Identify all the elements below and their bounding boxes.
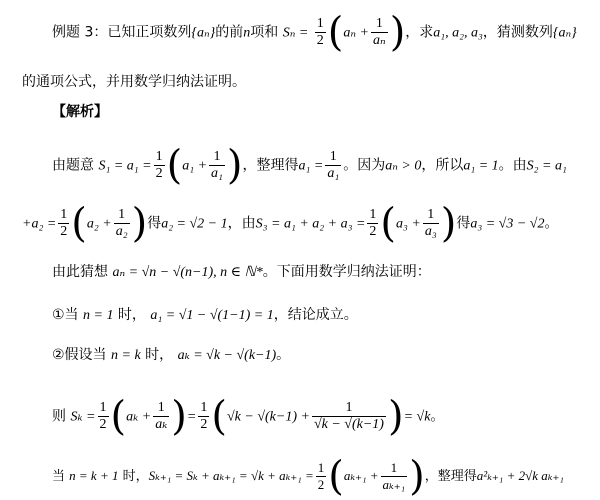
fraction	[325, 149, 341, 182]
text-fragment: ，所以	[421, 157, 464, 174]
fraction-half	[315, 16, 326, 49]
analysis-heading: 【解析】	[52, 104, 108, 120]
denominator: 2	[200, 417, 208, 432]
text-fragment: 得	[456, 215, 471, 232]
text-fragment: ，由	[227, 215, 256, 232]
math-term: aₙ +	[343, 25, 369, 41]
math-term: aₖ +	[126, 409, 152, 425]
numerator: 1	[60, 207, 68, 222]
math-term: a₃ = √3 − √2	[470, 216, 545, 232]
text-fragment: ，猜测数列	[482, 24, 553, 41]
fraction	[381, 460, 408, 493]
math-term: a₁ = 1	[463, 158, 499, 174]
math-term: a₁ = √1 − √(1−1) = 1	[150, 308, 274, 323]
numerator: 1	[213, 149, 221, 164]
math-term: a₁ =	[298, 158, 324, 174]
numerator: 1	[427, 207, 435, 222]
text-fragment: 项和	[250, 24, 279, 41]
numerator: 1	[157, 400, 165, 415]
text-fragment: ②假设当	[52, 347, 107, 363]
fraction	[316, 460, 327, 493]
text-fragment: 时，	[122, 469, 149, 484]
math-term: n = k	[111, 348, 141, 363]
math-term: a₂ = √2 − 1	[161, 216, 228, 232]
denominator: 2	[369, 224, 377, 239]
text-fragment: 。	[544, 215, 559, 232]
example-line-2: 的通项公式，并用数学归纳法证明。	[22, 74, 246, 90]
math-term: S₃ = a₁ + a₂ + a₃ =	[255, 216, 366, 232]
text-fragment: 。下面用数学归纳法证明：	[262, 264, 431, 280]
fraction	[58, 207, 69, 240]
math-term: n = 1	[83, 308, 114, 323]
text-fragment: 的前	[215, 24, 244, 41]
proof-base-case	[52, 305, 358, 326]
denominator: 2	[99, 417, 107, 432]
text-fragment: ①当	[52, 307, 79, 323]
denominator: 2	[316, 33, 324, 48]
numerator: 1	[369, 207, 377, 222]
fraction	[98, 400, 109, 433]
math-term: +a₂ =	[22, 216, 57, 232]
fraction	[423, 207, 439, 240]
denominator: a₂	[115, 224, 128, 239]
math-term: a₁ +	[182, 158, 208, 174]
text-fragment: 当	[52, 469, 66, 484]
general-term-formula: aₙ = √n − √(n−1), n ∈ ℕ*	[112, 265, 263, 280]
denominator: aₙ	[373, 33, 386, 48]
fraction	[114, 207, 130, 240]
text-fragment: ，结论成立。	[273, 307, 358, 323]
numerator: 1	[200, 400, 208, 415]
fraction	[367, 207, 378, 240]
text-fragment: 得	[147, 215, 162, 232]
math-term: = √k	[403, 409, 431, 425]
denominator: √k − √(k−1)	[313, 417, 384, 432]
denominator: aₖ₊₁	[382, 477, 406, 492]
sequence-symbol: {aₙ}	[191, 25, 216, 41]
math-term: a₃ +	[396, 216, 421, 232]
math-term: aₙ > 0	[385, 158, 422, 174]
text-fragment: 则	[52, 408, 66, 425]
solution-line-1: 由题意 S₁ = a₁ = $\frac{1}{2}$ (a₁ + $\frac{1}{\text{a₁}}$ )，整理得a₁ = $\frac{1}{\text{a₁}}$ 。因为aₙ > 0，所以a₁ = 1。由S₂ = a₁	[52, 142, 567, 189]
fraction	[198, 400, 209, 433]
numerator: 1	[316, 16, 324, 31]
denominator: aₖ	[155, 417, 168, 432]
math-term: a₁, a₂, a₃	[433, 25, 483, 41]
denominator: 2	[60, 224, 68, 239]
math-term: S₂ = a₁	[526, 158, 567, 174]
text-fragment: 由题意	[52, 157, 94, 174]
text-fragment: 。由	[498, 157, 527, 174]
fraction	[154, 149, 165, 182]
denominator: 2	[155, 166, 163, 181]
math-term: =	[186, 409, 197, 425]
text-fragment: 时，	[117, 307, 146, 323]
denominator: a₁	[327, 166, 340, 181]
numerator: 1	[155, 149, 163, 164]
sum-formula: Sₙ =	[282, 25, 309, 41]
math-term: aₖ₊₁ +	[343, 468, 379, 483]
fraction-inverse	[371, 16, 388, 49]
math-term: a₂ +	[86, 216, 112, 232]
text-fragment: 时，	[145, 347, 174, 363]
example-label: 例题 3：已知正项数列	[52, 24, 192, 41]
sequence-symbol: {aₙ}	[552, 25, 577, 41]
denominator: a₁	[211, 166, 223, 181]
proof-inductive-step: 当 n = k + 1 时，Sₖ₊₁ = Sₖ + aₖ₊₁ = √k + aₖ₊₁ = $\frac{1}{2}$ (aₖ₊₁ + $\frac{1}{\text{aₖ₊₁}}$ )，整理得a²ₖ₊₁ + 2√k aₖ₊₁	[52, 453, 564, 500]
fraction	[209, 149, 225, 182]
text-fragment: 。因为	[343, 157, 386, 174]
text-fragment: 。	[430, 408, 445, 425]
example-line-1: 例题 3：已知正项数列{aₙ}的前n项和 Sₙ = $\frac{1}{2}$ (aₙ + $\frac{1}{\text{aₙ}}$ )，求a₁, a₂, a₃，猜测数列{aₙ}	[52, 9, 577, 56]
math-term: a²ₖ₊₁ + 2√k aₖ₊₁	[476, 468, 564, 483]
math-term: S₁ = a₁ =	[98, 158, 152, 174]
numerator: 1	[317, 460, 325, 475]
numerator: 1	[118, 207, 126, 222]
numerator: 1	[329, 149, 337, 164]
proof-hypothesis	[52, 345, 290, 366]
math-term: aₖ = √k − √(k−1)	[177, 348, 277, 363]
numerator: 1	[390, 460, 398, 475]
proof-sum-k: 则 Sₖ = $\frac{1}{2}$ (aₖ + $\frac{1}{\text{aₖ}}$ )= $\frac{1}{2}$ (√k − √(k−1) + $\frac{1}{√k - √(k-1)}$ )= √k。	[52, 393, 445, 440]
guess-line	[52, 262, 431, 283]
fraction	[153, 400, 169, 433]
text-fragment: 。	[276, 347, 291, 363]
math-term: √k − √(k−1) +	[226, 409, 310, 425]
denominator: 2	[317, 477, 325, 492]
solution-line-2: +a₂ = $\frac{1}{2}$ (a₂ + $\frac{1}{\text{a₂}}$ )得a₂ = √2 − 1，由S₃ = a₁ + a₂ + a₃ = $\frac{1}{2}$ (a₃ + $\frac{1}{\text{a₃}}$ )得a₃ = √3 − √2。	[22, 200, 559, 247]
text-fragment: ，求	[405, 24, 434, 41]
math-term: n = k + 1	[69, 468, 119, 483]
text-fragment: ，整理得	[424, 469, 477, 484]
fraction-large	[312, 400, 386, 433]
text-fragment: 由此猜想	[52, 264, 108, 280]
math-term: Sₖ =	[70, 409, 96, 425]
denominator: a₃	[424, 224, 437, 239]
numerator: 1	[345, 400, 353, 415]
numerator: 1	[99, 400, 107, 415]
math-term: Sₖ₊₁ = Sₖ + aₖ₊₁ = √k + aₖ₊₁ =	[148, 468, 314, 483]
math-n: n	[243, 25, 251, 41]
numerator: 1	[375, 16, 383, 31]
text-fragment: ，整理得	[242, 157, 299, 174]
